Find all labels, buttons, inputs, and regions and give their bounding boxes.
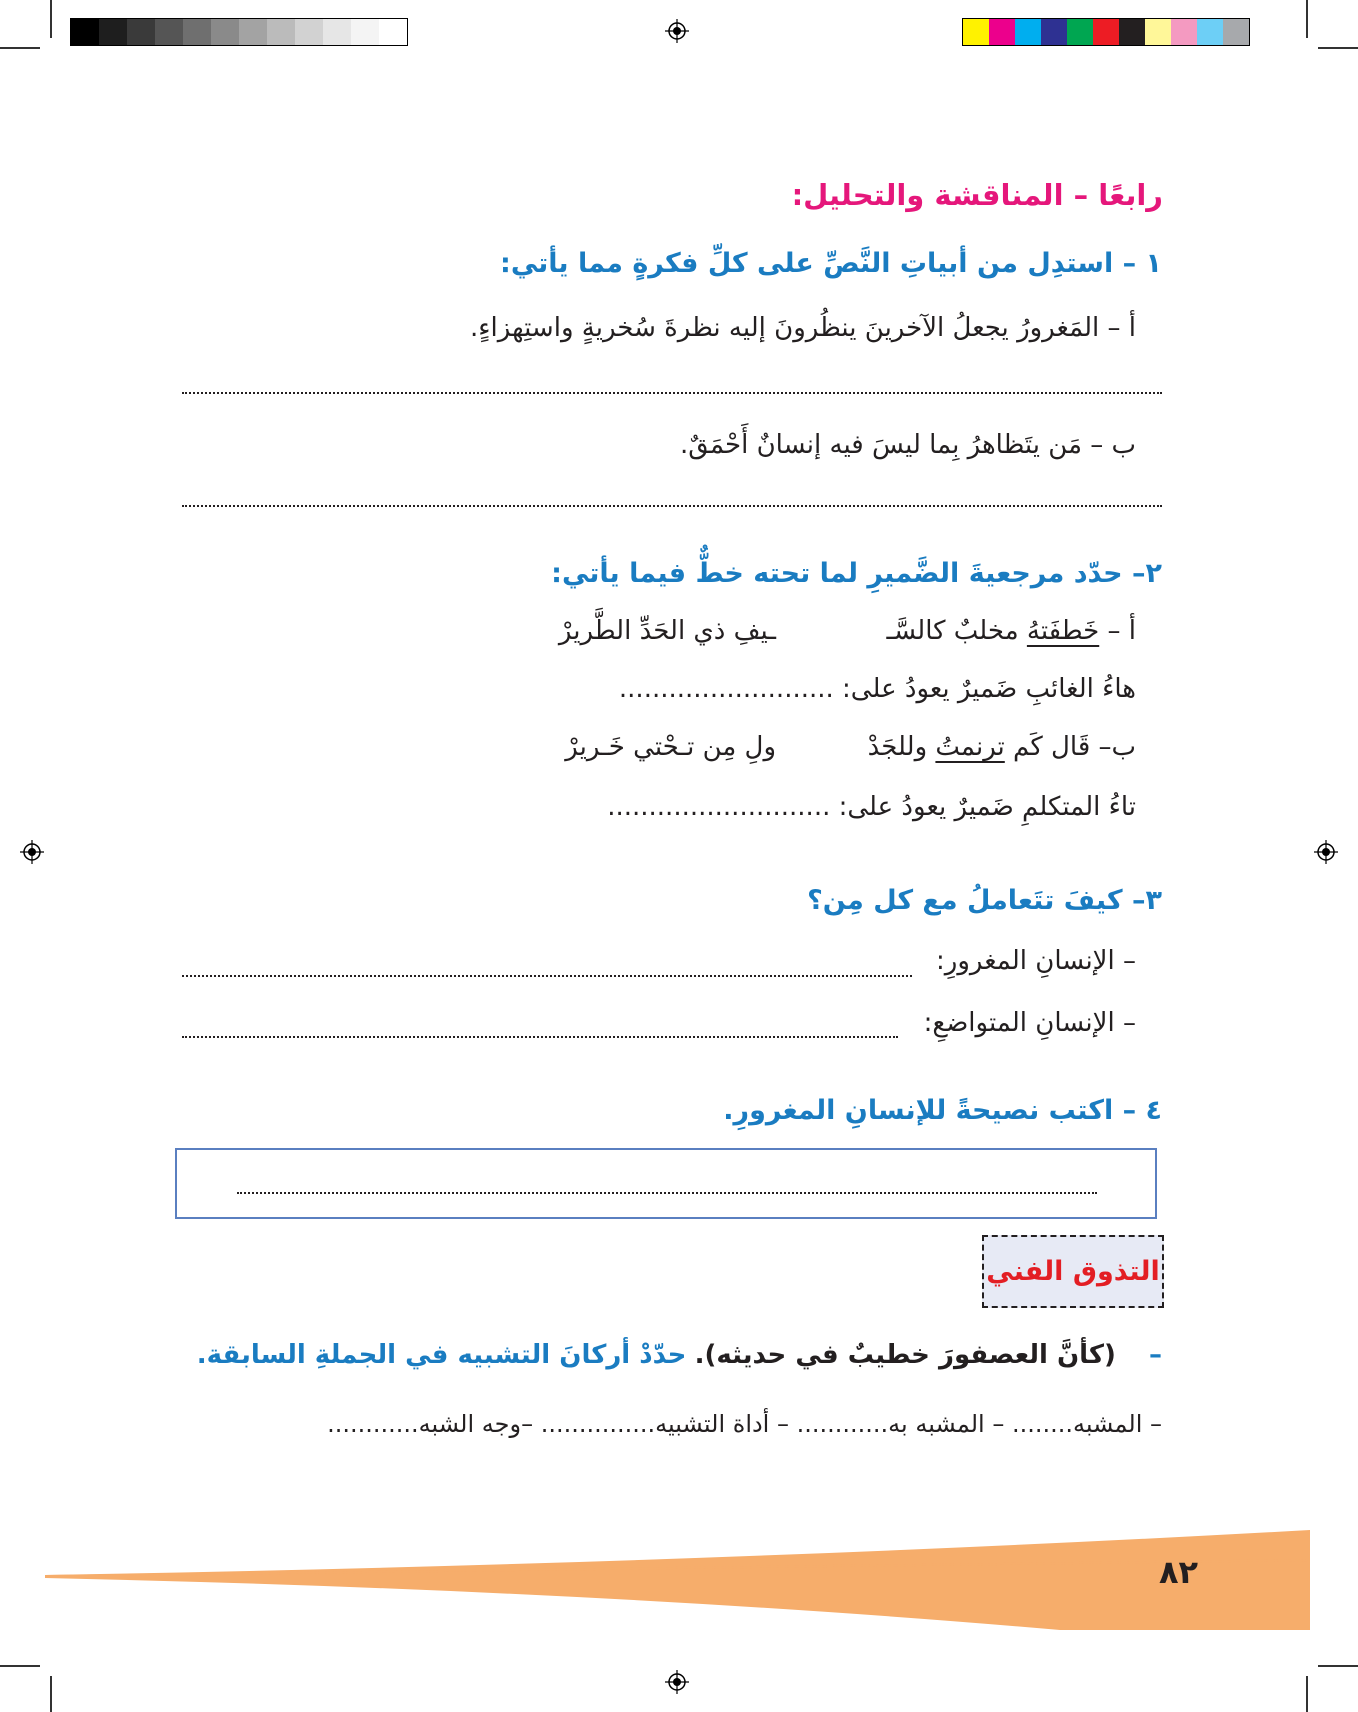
section-title: رابعًا – المناقشة والتحليل:	[791, 178, 1163, 212]
crop-mark	[50, 0, 52, 38]
registration-mark-icon	[1314, 840, 1338, 864]
underlined-word: خَطفَتهُ	[1026, 616, 1100, 646]
crop-mark	[1306, 1676, 1308, 1712]
question-4-title: ٤ – اكتب نصيحةً للإنسانِ المغرورِ.	[723, 1095, 1162, 1126]
poem-line-b-first-hemistich	[868, 732, 1136, 762]
poem-line-b-second-hemistich: ولِ مِن تـحْتي خَـريرْ	[565, 732, 776, 762]
registration-mark-icon	[20, 840, 44, 864]
taste-instruction: حدّدْ أركانَ التشبيه في الجملةِ السابقة.	[196, 1340, 687, 1370]
answer-line[interactable]	[182, 975, 912, 977]
hemistich-rest: مخلبٌ كالسَّـ	[886, 616, 1027, 646]
registration-mark-icon	[665, 19, 689, 43]
question-3b-label: – الإنسانِ المتواضعِ:	[923, 1008, 1136, 1038]
artistic-taste-box	[982, 1235, 1164, 1308]
taste-question	[197, 1340, 1162, 1370]
crop-mark	[1318, 47, 1358, 49]
list-dash: –	[1149, 1340, 1162, 1370]
page-number: ٨٢	[1158, 1553, 1198, 1591]
crop-mark	[0, 47, 40, 49]
advice-answer-box[interactable]	[175, 1148, 1157, 1219]
quoted-sentence: (كأنَّ العصفورَ خطيبٌ في حديثه).	[694, 1340, 1116, 1370]
item-prefix: أ –	[1099, 616, 1136, 646]
question-1a-text: أ – المَغرورُ يجعلُ الآخرينَ ينظُرونَ إليه نظرةَ سُخريةٍ واستِهزاءٍ.	[470, 313, 1136, 343]
question-2-title: ٢– حدّد مرجعيةَ الضَّميرِ لما تحته خطٌّ فيما يأتي:	[551, 558, 1162, 589]
answer-line[interactable]	[182, 505, 1162, 507]
question-1b-text: ب – مَن يتَظاهرُ بِما ليسَ فيه إنسانٌ أَحْمَقٌ.	[680, 430, 1136, 460]
color-calibration-bar	[962, 18, 1250, 46]
crop-mark	[0, 1665, 40, 1667]
underlined-word: ترنمتُ	[935, 732, 1005, 762]
crop-mark	[50, 1676, 52, 1712]
hemistich-rest: وللجَدْ	[867, 732, 936, 762]
pronoun-answer-a[interactable]: هاءُ الغائبِ ضَميرٌ يعودُ على: ..........................	[618, 674, 1136, 704]
artistic-taste-title: التذوق الفني	[986, 1256, 1160, 1287]
question-1-title: ١ – استدِل من أبياتِ النَّصِّ على كلِّ فكرةٍ مما يأتي:	[500, 248, 1162, 279]
footer-band	[0, 1520, 1358, 1630]
answer-line[interactable]	[237, 1192, 1097, 1194]
registration-mark-icon	[665, 1670, 689, 1694]
item-prefix: ب– قَال كَم	[1004, 732, 1136, 762]
answer-line[interactable]	[182, 392, 1162, 394]
grayscale-calibration-bar	[70, 18, 408, 46]
crop-mark	[1306, 0, 1308, 38]
question-3-title: ٣– كيفَ تتَعاملُ مع كل مِن؟	[807, 885, 1162, 916]
answer-line[interactable]	[182, 1036, 898, 1038]
crop-mark	[1318, 1665, 1358, 1667]
simile-parts-answer-line[interactable]: – المشبه........ – المشبه به............ – أداة التشبيه............... –وجه الشبه............	[327, 1410, 1162, 1438]
poem-line-a-second-hemistich: ـيفِ ذي الحَدِّ الطَّريرْ	[558, 616, 776, 646]
poem-line-a-first-hemistich	[886, 616, 1136, 646]
question-3a-label: – الإنسانِ المغرورِ:	[936, 946, 1136, 976]
pronoun-answer-b[interactable]: تاءُ المتكلمِ ضَميرٌ يعودُ على: ...........................	[607, 792, 1136, 822]
